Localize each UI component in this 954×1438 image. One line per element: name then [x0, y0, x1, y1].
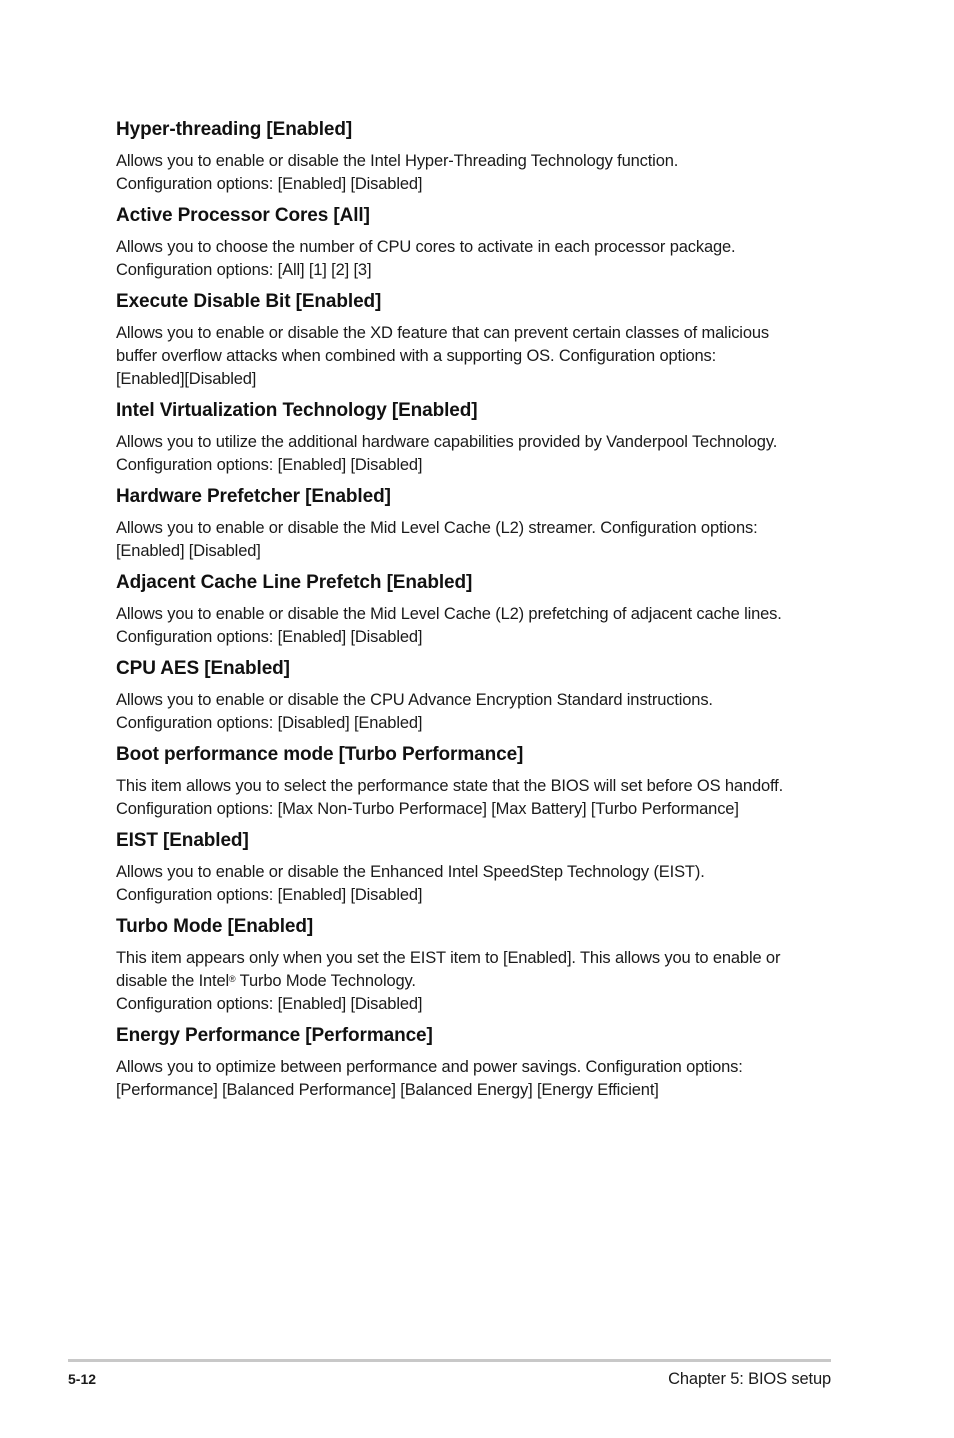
description-line: Configuration options: [Enabled] [Disabled]: [116, 886, 423, 904]
section-heading: Intel Virtualization Technology [Enabled]: [116, 400, 478, 421]
description-line: Configuration options: [Enabled] [Disabled]: [116, 456, 423, 474]
section-heading: Hyper-threading [Enabled]: [116, 119, 353, 140]
description-line: Allows you to enable or disable the Mid Level Cache (L2) prefetching of adjacent cache lines.: [116, 605, 782, 623]
description-text: disable the Intel: [116, 972, 230, 990]
section-energy-performance: [116, 1024, 841, 1102]
description-line: Configuration options: [Enabled] [Disabled]: [116, 175, 423, 193]
section-heading: Execute Disable Bit [Enabled]: [116, 291, 382, 312]
section-heading: EIST [Enabled]: [116, 830, 249, 851]
section-description: [116, 150, 841, 196]
section-boot-performance-mode: [116, 743, 841, 821]
section-intel-virtualization: [116, 399, 841, 477]
section-hyper-threading: [116, 118, 841, 196]
description-line: This item allows you to select the performance state that the BIOS will set before OS handoff.: [116, 777, 784, 795]
chapter-title: Chapter 5: BIOS setup: [668, 1370, 831, 1388]
section-description: [116, 775, 841, 821]
description-line: Allows you to enable or disable the XD feature that can prevent certain classes of malicious: [116, 324, 769, 342]
document-body: [116, 118, 841, 1110]
section-heading: Boot performance mode [Turbo Performance]: [116, 744, 524, 765]
description-text: Turbo Mode Technology.: [235, 972, 416, 990]
description-line: [Enabled] [Disabled]: [116, 542, 261, 560]
section-heading: Adjacent Cache Line Prefetch [Enabled]: [116, 572, 473, 593]
description-line: [116, 970, 841, 993]
section-description: [116, 947, 841, 1016]
registered-trademark-symbol: ®: [229, 974, 236, 984]
section-description: [116, 322, 841, 391]
section-adjacent-cache-line-prefetch: [116, 571, 841, 649]
footer-divider: [68, 1359, 831, 1362]
section-turbo-mode: [116, 915, 841, 1016]
description-line: Allows you to choose the number of CPU cores to activate in each processor package.: [116, 238, 736, 256]
section-heading: CPU AES [Enabled]: [116, 658, 290, 679]
description-line: Configuration options: [Max Non-Turbo Performace] [Max Battery] [Turbo Performance]: [116, 800, 739, 818]
section-description: [116, 431, 841, 477]
section-heading: Hardware Prefetcher [Enabled]: [116, 486, 391, 507]
section-cpu-aes: [116, 657, 841, 735]
section-heading: Active Processor Cores [All]: [116, 205, 370, 226]
description-line: Allows you to enable or disable the Mid Level Cache (L2) streamer. Configuration options:: [116, 519, 758, 537]
description-line: Configuration options: [All] [1] [2] [3]: [116, 261, 372, 279]
description-line: Allows you to enable or disable the Intel Hyper-Threading Technology function.: [116, 152, 679, 170]
section-description: [116, 689, 841, 735]
description-line: Allows you to enable or disable the CPU Advance Encryption Standard instructions.: [116, 691, 713, 709]
section-description: [116, 236, 841, 282]
page-number: 5-12: [68, 1371, 97, 1387]
description-line: buffer overflow attacks when combined with a supporting OS. Configuration options:: [116, 347, 717, 365]
section-description: [116, 517, 841, 563]
description-line: [Performance] [Balanced Performance] [Balanced Energy] [Energy Efficient]: [116, 1081, 659, 1099]
section-eist: [116, 829, 841, 907]
description-line: Configuration options: [Disabled] [Enabled]: [116, 714, 423, 732]
description-line: Configuration options: [Enabled] [Disabled]: [116, 628, 423, 646]
section-heading: Turbo Mode [Enabled]: [116, 916, 314, 937]
section-description: [116, 861, 841, 907]
section-hardware-prefetcher: [116, 485, 841, 563]
description-line: Allows you to enable or disable the Enhanced Intel SpeedStep Technology (EIST).: [116, 863, 705, 881]
description-line: This item appears only when you set the EIST item to [Enabled]. This allows you to enable or: [116, 949, 781, 967]
section-execute-disable-bit: [116, 290, 841, 391]
section-description: [116, 1056, 841, 1102]
description-line: Configuration options: [Enabled] [Disabled]: [116, 995, 423, 1013]
description-line: [Enabled][Disabled]: [116, 370, 257, 388]
section-active-processor-cores: [116, 204, 841, 282]
section-heading: Energy Performance [Performance]: [116, 1025, 433, 1046]
description-line: Allows you to optimize between performance and power savings. Configuration options:: [116, 1058, 743, 1076]
description-line: Allows you to utilize the additional hardware capabilities provided by Vanderpool Technology.: [116, 433, 778, 451]
section-description: [116, 603, 841, 649]
